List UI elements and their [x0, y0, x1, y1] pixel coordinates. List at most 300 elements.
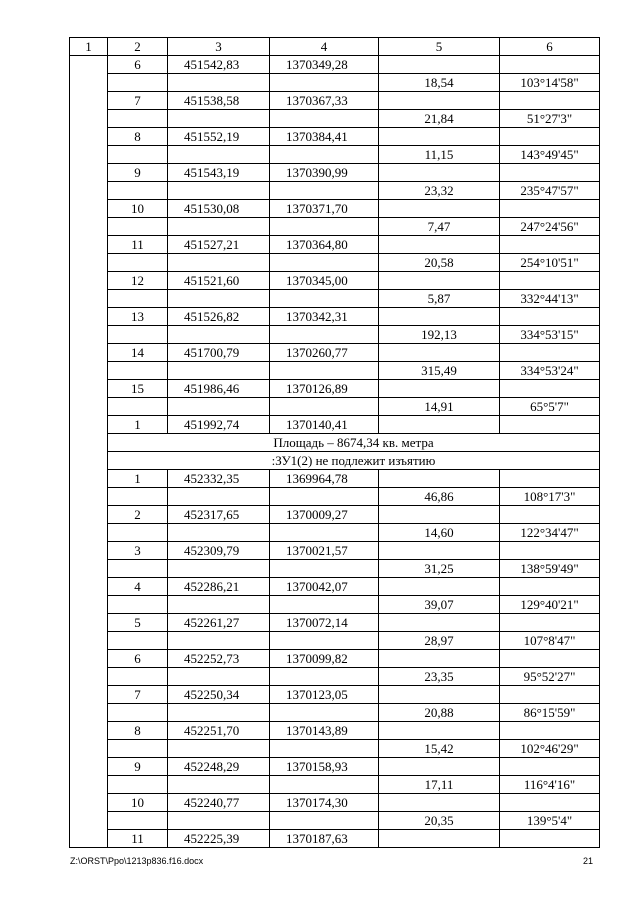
empty-cell: [108, 110, 168, 128]
point-row: [70, 128, 600, 146]
angle-cell: 86°15'59": [500, 704, 600, 722]
empty-cell: [108, 632, 168, 650]
header-cell: 6: [500, 38, 600, 56]
y-coordinate-cell: 1370384,41: [270, 128, 379, 146]
empty-cell: [379, 758, 500, 776]
distance-cell: 23,35: [379, 668, 500, 686]
empty-cell: [168, 218, 270, 236]
point-number-cell: 10: [108, 794, 168, 812]
point-row: [70, 722, 600, 740]
empty-cell: [500, 578, 600, 596]
angle-cell: 103°14'58": [500, 74, 600, 92]
coordinates-table: [69, 37, 600, 848]
empty-cell: [168, 74, 270, 92]
x-coordinate-cell: 451527,21: [168, 236, 270, 254]
distance-cell: 20,35: [379, 812, 500, 830]
distance-cell: 14,60: [379, 524, 500, 542]
empty-cell: [270, 146, 379, 164]
empty-cell: [108, 74, 168, 92]
distance-cell: 39,07: [379, 596, 500, 614]
section-cell: [70, 128, 108, 146]
empty-cell: [108, 488, 168, 506]
point-number-cell: 1: [108, 470, 168, 488]
parcel-label-row: [70, 452, 600, 470]
y-coordinate-cell: 1370349,28: [270, 56, 379, 74]
segment-row: [70, 524, 600, 542]
empty-cell: [270, 632, 379, 650]
x-coordinate-cell: 452240,77: [168, 794, 270, 812]
empty-cell: [270, 398, 379, 416]
point-row: [70, 758, 600, 776]
empty-cell: [270, 254, 379, 272]
empty-cell: [500, 722, 600, 740]
empty-cell: [500, 830, 600, 848]
empty-cell: [500, 164, 600, 182]
empty-cell: [270, 182, 379, 200]
angle-cell: 143°49'45": [500, 146, 600, 164]
angle-cell: 95°52'27": [500, 668, 600, 686]
point-number-cell: 3: [108, 542, 168, 560]
segment-row: [70, 488, 600, 506]
point-number-cell: 10: [108, 200, 168, 218]
empty-cell: [108, 146, 168, 164]
empty-cell: [500, 416, 600, 434]
section-cell: [70, 488, 108, 506]
distance-cell: 15,42: [379, 740, 500, 758]
point-row: [70, 578, 600, 596]
distance-cell: 315,49: [379, 362, 500, 380]
section-cell: [70, 344, 108, 362]
empty-cell: [500, 614, 600, 632]
section-cell: [70, 614, 108, 632]
point-number-cell: 8: [108, 722, 168, 740]
empty-cell: [500, 200, 600, 218]
point-row: [70, 56, 600, 74]
y-coordinate-cell: 1370187,63: [270, 830, 379, 848]
angle-cell: 139°5'4": [500, 812, 600, 830]
empty-cell: [379, 236, 500, 254]
empty-cell: [379, 470, 500, 488]
point-number-cell: 6: [108, 56, 168, 74]
x-coordinate-cell: 452251,70: [168, 722, 270, 740]
segment-row: [70, 182, 600, 200]
distance-cell: 21,84: [379, 110, 500, 128]
section-cell: [70, 200, 108, 218]
distance-cell: 28,97: [379, 632, 500, 650]
segment-row: [70, 668, 600, 686]
section-cell: [70, 506, 108, 524]
point-number-cell: 7: [108, 92, 168, 110]
empty-cell: [168, 254, 270, 272]
segment-row: [70, 74, 600, 92]
empty-cell: [108, 524, 168, 542]
point-number-cell: 9: [108, 164, 168, 182]
y-coordinate-cell: 1370009,27: [270, 506, 379, 524]
point-row: [70, 164, 600, 182]
angle-cell: 334°53'24": [500, 362, 600, 380]
y-coordinate-cell: 1370099,82: [270, 650, 379, 668]
section-cell: [70, 524, 108, 542]
footer-file-path: Z:\ORST\Ppo\1213p836.f16.docx: [70, 856, 204, 866]
empty-cell: [108, 326, 168, 344]
empty-cell: [379, 542, 500, 560]
angle-cell: 254°10'51": [500, 254, 600, 272]
empty-cell: [379, 614, 500, 632]
empty-cell: [108, 776, 168, 794]
point-number-cell: 5: [108, 614, 168, 632]
point-number-cell: 6: [108, 650, 168, 668]
y-coordinate-cell: 1369964,78: [270, 470, 379, 488]
empty-cell: [500, 308, 600, 326]
segment-row: [70, 398, 600, 416]
section-cell: [70, 452, 108, 470]
empty-cell: [270, 488, 379, 506]
section-cell: [70, 830, 108, 848]
empty-cell: [379, 92, 500, 110]
y-coordinate-cell: 1370342,31: [270, 308, 379, 326]
empty-cell: [379, 200, 500, 218]
empty-cell: [500, 470, 600, 488]
distance-cell: 23,32: [379, 182, 500, 200]
point-number-cell: 2: [108, 506, 168, 524]
empty-cell: [270, 326, 379, 344]
point-row: [70, 200, 600, 218]
point-row: [70, 344, 600, 362]
x-coordinate-cell: 451538,58: [168, 92, 270, 110]
point-number-cell: 15: [108, 380, 168, 398]
empty-cell: [379, 650, 500, 668]
x-coordinate-cell: 452317,65: [168, 506, 270, 524]
empty-cell: [500, 272, 600, 290]
y-coordinate-cell: 1370072,14: [270, 614, 379, 632]
distance-cell: 46,86: [379, 488, 500, 506]
empty-cell: [379, 56, 500, 74]
point-row: [70, 686, 600, 704]
header-cell: 4: [270, 38, 379, 56]
section-cell: [70, 398, 108, 416]
point-row: [70, 614, 600, 632]
x-coordinate-cell: 452225,39: [168, 830, 270, 848]
section-cell: [70, 704, 108, 722]
section-cell: [70, 362, 108, 380]
point-number-cell: 1: [108, 416, 168, 434]
distance-cell: 20,88: [379, 704, 500, 722]
distance-cell: 20,58: [379, 254, 500, 272]
angle-cell: 235°47'57": [500, 182, 600, 200]
point-row: [70, 542, 600, 560]
empty-cell: [168, 776, 270, 794]
section-cell: [70, 74, 108, 92]
empty-cell: [270, 524, 379, 542]
angle-cell: 247°24'56": [500, 218, 600, 236]
empty-cell: [379, 164, 500, 182]
footer-page-number: 21: [583, 856, 594, 866]
angle-cell: 334°53'15": [500, 326, 600, 344]
distance-cell: 11,15: [379, 146, 500, 164]
segment-row: [70, 326, 600, 344]
empty-cell: [168, 596, 270, 614]
empty-cell: [168, 704, 270, 722]
empty-cell: [168, 740, 270, 758]
point-row: [70, 416, 600, 434]
angle-cell: 102°46'29": [500, 740, 600, 758]
segment-row: [70, 560, 600, 578]
segment-row: [70, 362, 600, 380]
empty-cell: [108, 254, 168, 272]
section-cell: [70, 794, 108, 812]
empty-cell: [108, 398, 168, 416]
empty-cell: [168, 326, 270, 344]
point-number-cell: 11: [108, 236, 168, 254]
point-number-cell: 12: [108, 272, 168, 290]
x-coordinate-cell: 452332,35: [168, 470, 270, 488]
empty-cell: [379, 308, 500, 326]
empty-cell: [270, 110, 379, 128]
x-coordinate-cell: 451992,74: [168, 416, 270, 434]
empty-cell: [108, 668, 168, 686]
distance-cell: 14,91: [379, 398, 500, 416]
section-cell: [70, 758, 108, 776]
section-cell: [70, 146, 108, 164]
point-number-cell: 7: [108, 686, 168, 704]
empty-cell: [108, 560, 168, 578]
y-coordinate-cell: 1370371,70: [270, 200, 379, 218]
empty-cell: [500, 506, 600, 524]
segment-row: [70, 218, 600, 236]
empty-cell: [168, 812, 270, 830]
y-coordinate-cell: 1370143,89: [270, 722, 379, 740]
empty-cell: [108, 740, 168, 758]
empty-cell: [379, 578, 500, 596]
empty-cell: [168, 560, 270, 578]
x-coordinate-cell: 451700,79: [168, 344, 270, 362]
x-coordinate-cell: 452309,79: [168, 542, 270, 560]
y-coordinate-cell: 1370126,89: [270, 380, 379, 398]
section-cell: [70, 92, 108, 110]
empty-cell: [168, 524, 270, 542]
section-cell: [70, 596, 108, 614]
x-coordinate-cell: 451986,46: [168, 380, 270, 398]
empty-cell: [108, 218, 168, 236]
section-cell: [70, 632, 108, 650]
distance-cell: 5,87: [379, 290, 500, 308]
empty-cell: [500, 686, 600, 704]
section-cell: [70, 272, 108, 290]
section-cell: [70, 218, 108, 236]
empty-cell: [108, 812, 168, 830]
empty-cell: [500, 794, 600, 812]
y-coordinate-cell: 1370390,99: [270, 164, 379, 182]
empty-cell: [108, 596, 168, 614]
distance-cell: 192,13: [379, 326, 500, 344]
empty-cell: [500, 380, 600, 398]
empty-cell: [379, 344, 500, 362]
parcel-label: :ЗУ1(2) не подлежит изъятию: [108, 452, 600, 470]
section-cell: [70, 56, 108, 74]
section-cell: [70, 308, 108, 326]
section-cell: [70, 668, 108, 686]
section-cell: [70, 380, 108, 398]
section-cell: [70, 182, 108, 200]
empty-cell: [108, 704, 168, 722]
header-cell: 5: [379, 38, 500, 56]
empty-cell: [500, 344, 600, 362]
empty-cell: [270, 704, 379, 722]
empty-cell: [270, 812, 379, 830]
empty-cell: [379, 380, 500, 398]
point-row: [70, 272, 600, 290]
angle-cell: 122°34'47": [500, 524, 600, 542]
empty-cell: [500, 56, 600, 74]
point-number-cell: 14: [108, 344, 168, 362]
section-cell: [70, 416, 108, 434]
x-coordinate-cell: 451526,82: [168, 308, 270, 326]
y-coordinate-cell: 1370140,41: [270, 416, 379, 434]
segment-row: [70, 632, 600, 650]
section-cell: [70, 560, 108, 578]
point-row: [70, 794, 600, 812]
empty-cell: [168, 632, 270, 650]
y-coordinate-cell: 1370021,57: [270, 542, 379, 560]
y-coordinate-cell: 1370158,93: [270, 758, 379, 776]
empty-cell: [108, 182, 168, 200]
empty-cell: [270, 362, 379, 380]
y-coordinate-cell: 1370042,07: [270, 578, 379, 596]
empty-cell: [500, 542, 600, 560]
section-cell: [70, 542, 108, 560]
section-cell: [70, 722, 108, 740]
point-row: [70, 470, 600, 488]
section-cell: [70, 776, 108, 794]
x-coordinate-cell: 452248,29: [168, 758, 270, 776]
empty-cell: [500, 92, 600, 110]
empty-cell: [379, 686, 500, 704]
x-coordinate-cell: 452286,21: [168, 578, 270, 596]
empty-cell: [379, 830, 500, 848]
section-cell: [70, 326, 108, 344]
point-row: [70, 236, 600, 254]
area-label: Площадь – 8674,34 кв. метра: [108, 434, 600, 452]
x-coordinate-cell: 451543,19: [168, 164, 270, 182]
point-row: [70, 380, 600, 398]
y-coordinate-cell: 1370367,33: [270, 92, 379, 110]
point-number-cell: 13: [108, 308, 168, 326]
segment-row: [70, 812, 600, 830]
angle-cell: 51°27'3": [500, 110, 600, 128]
table-header-row: [70, 38, 600, 56]
angle-cell: 138°59'49": [500, 560, 600, 578]
point-row: [70, 506, 600, 524]
x-coordinate-cell: 451542,83: [168, 56, 270, 74]
section-cell: [70, 290, 108, 308]
segment-row: [70, 290, 600, 308]
section-cell: [70, 740, 108, 758]
empty-cell: [270, 668, 379, 686]
section-cell: [70, 164, 108, 182]
angle-cell: 108°17'3": [500, 488, 600, 506]
angle-cell: 129°40'21": [500, 596, 600, 614]
segment-row: [70, 776, 600, 794]
distance-cell: 18,54: [379, 74, 500, 92]
header-cell: 3: [168, 38, 270, 56]
segment-row: [70, 254, 600, 272]
empty-cell: [270, 74, 379, 92]
x-coordinate-cell: 452252,73: [168, 650, 270, 668]
empty-cell: [108, 290, 168, 308]
angle-cell: 107°8'47": [500, 632, 600, 650]
y-coordinate-cell: 1370345,00: [270, 272, 379, 290]
empty-cell: [168, 182, 270, 200]
empty-cell: [379, 794, 500, 812]
y-coordinate-cell: 1370174,30: [270, 794, 379, 812]
x-coordinate-cell: 451552,19: [168, 128, 270, 146]
empty-cell: [270, 218, 379, 236]
x-coordinate-cell: 451530,08: [168, 200, 270, 218]
coordinates-table-body: [70, 38, 600, 848]
distance-cell: 31,25: [379, 560, 500, 578]
empty-cell: [270, 776, 379, 794]
empty-cell: [379, 128, 500, 146]
empty-cell: [168, 290, 270, 308]
section-cell: [70, 578, 108, 596]
y-coordinate-cell: 1370123,05: [270, 686, 379, 704]
angle-cell: 332°44'13": [500, 290, 600, 308]
segment-row: [70, 740, 600, 758]
header-cell: 2: [108, 38, 168, 56]
empty-cell: [500, 758, 600, 776]
point-number-cell: 4: [108, 578, 168, 596]
empty-cell: [270, 290, 379, 308]
point-number-cell: 11: [108, 830, 168, 848]
segment-row: [70, 110, 600, 128]
empty-cell: [270, 740, 379, 758]
empty-cell: [168, 488, 270, 506]
empty-cell: [270, 596, 379, 614]
point-number-cell: 9: [108, 758, 168, 776]
angle-cell: 65°5'7": [500, 398, 600, 416]
x-coordinate-cell: 452250,34: [168, 686, 270, 704]
segment-row: [70, 146, 600, 164]
empty-cell: [379, 272, 500, 290]
section-cell: [70, 650, 108, 668]
distance-cell: 7,47: [379, 218, 500, 236]
point-number-cell: 8: [108, 128, 168, 146]
x-coordinate-cell: 452261,27: [168, 614, 270, 632]
distance-cell: 17,11: [379, 776, 500, 794]
empty-cell: [500, 650, 600, 668]
section-cell: [70, 236, 108, 254]
segment-row: [70, 596, 600, 614]
empty-cell: [270, 560, 379, 578]
empty-cell: [379, 506, 500, 524]
empty-cell: [379, 722, 500, 740]
empty-cell: [500, 236, 600, 254]
y-coordinate-cell: 1370260,77: [270, 344, 379, 362]
section-cell: [70, 254, 108, 272]
empty-cell: [168, 398, 270, 416]
segment-row: [70, 704, 600, 722]
empty-cell: [108, 362, 168, 380]
empty-cell: [379, 416, 500, 434]
point-row: [70, 650, 600, 668]
empty-cell: [168, 110, 270, 128]
x-coordinate-cell: 451521,60: [168, 272, 270, 290]
angle-cell: 116°4'16": [500, 776, 600, 794]
empty-cell: [500, 128, 600, 146]
y-coordinate-cell: 1370364,80: [270, 236, 379, 254]
section-cell: [70, 686, 108, 704]
area-label-row: [70, 434, 600, 452]
